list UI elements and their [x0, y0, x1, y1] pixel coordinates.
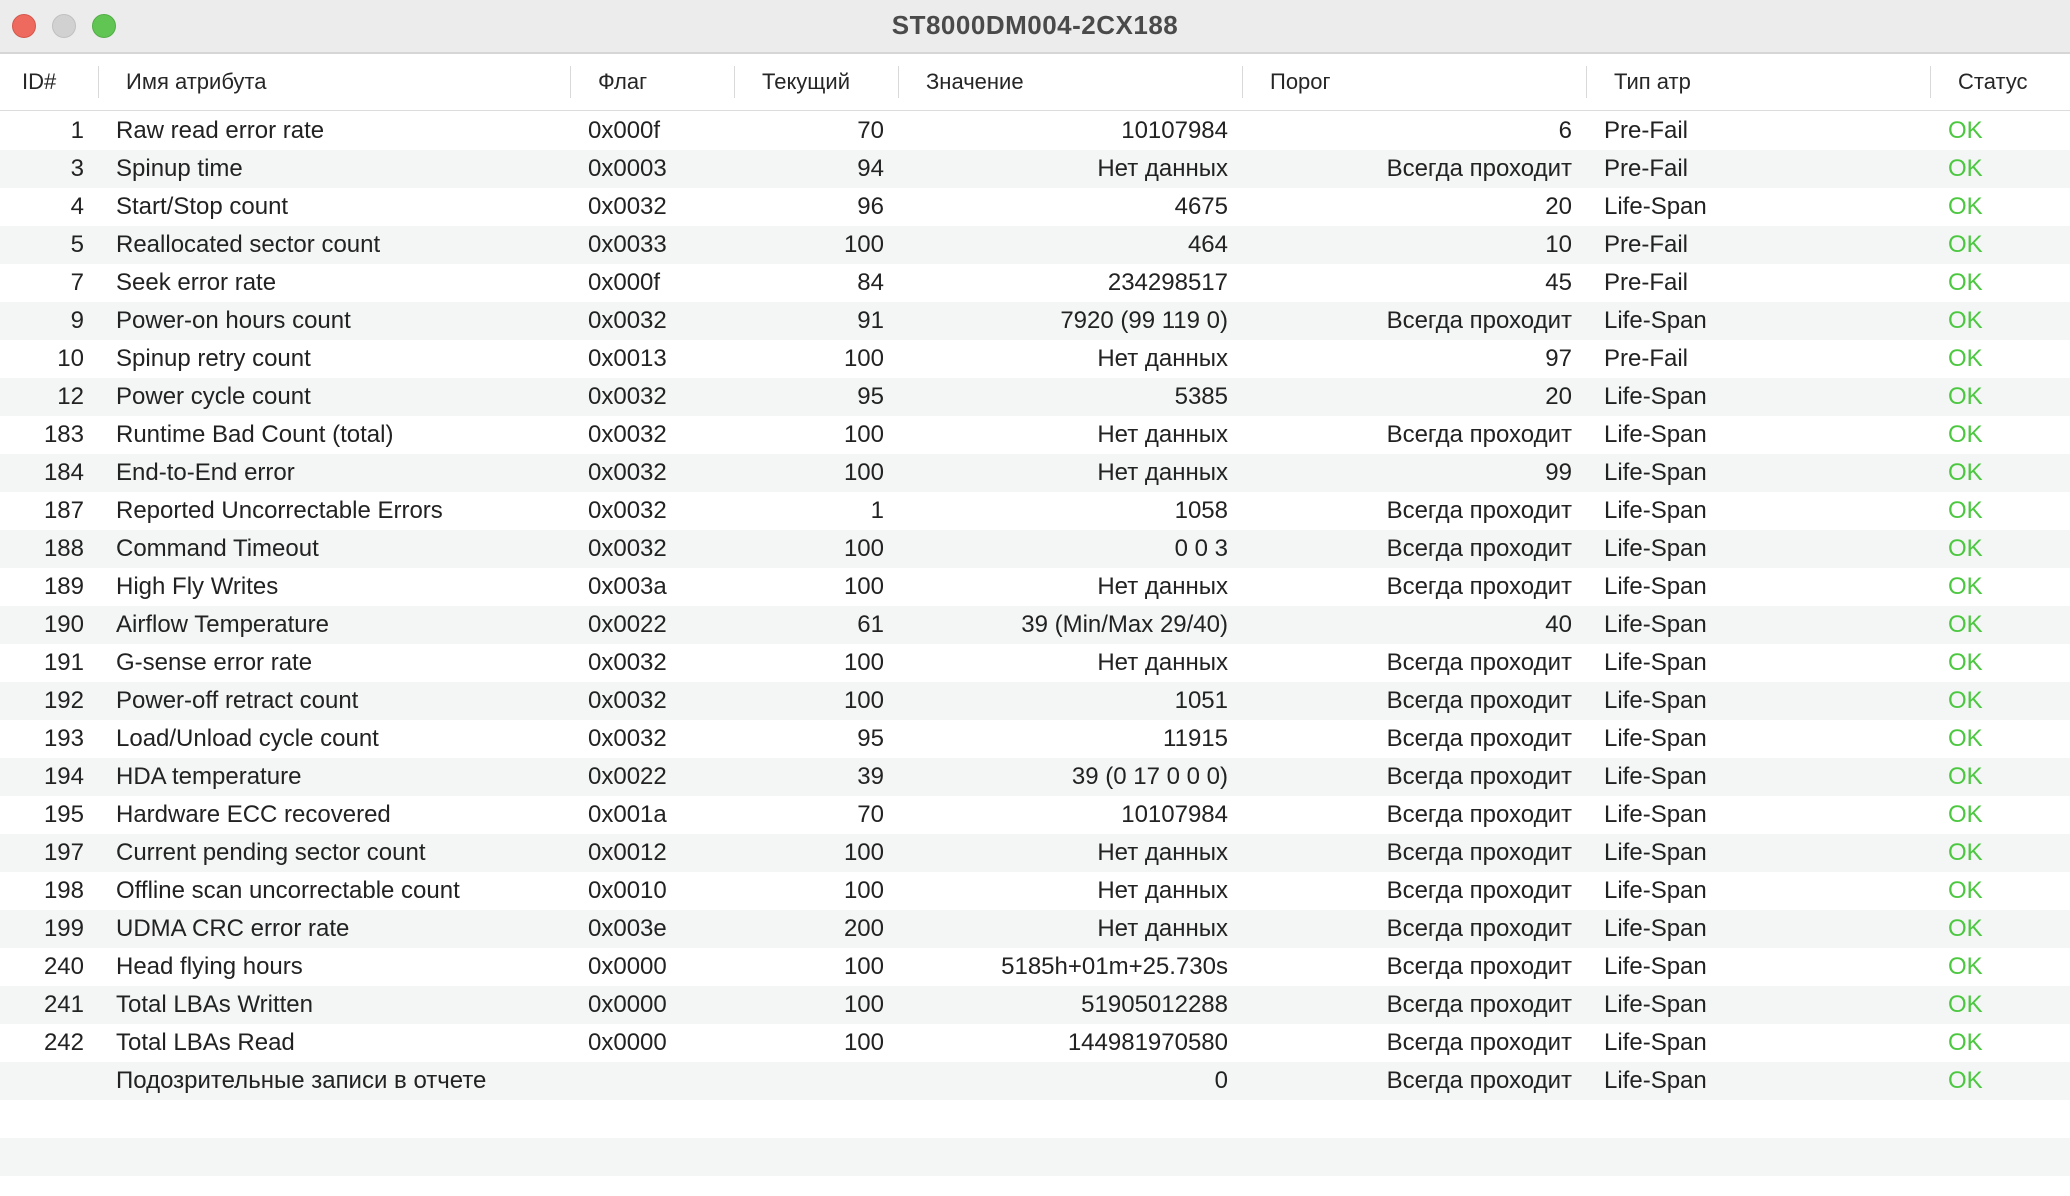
- cell-current: 95: [857, 725, 884, 752]
- column-header-flag[interactable]: Флаг: [598, 69, 648, 94]
- cell-attribute-name: Total LBAs Read: [116, 1029, 295, 1056]
- cell-attribute-name: Подозрительные записи в отчете: [116, 1067, 487, 1094]
- cell-type: Life-Span: [1604, 839, 1707, 866]
- cell-value: Нет данных: [1097, 839, 1228, 866]
- table-row[interactable]: [0, 340, 2070, 378]
- column-header-threshold[interactable]: Порог: [1270, 69, 1331, 94]
- cell-attribute-name: Spinup time: [116, 155, 243, 182]
- cell-status: OK: [1948, 991, 1983, 1018]
- cell-type: Pre-Fail: [1604, 117, 1689, 144]
- cell-threshold: 45: [1545, 269, 1572, 296]
- cell-id: 199: [43, 915, 84, 942]
- cell-attribute-name: Raw read error rate: [116, 117, 325, 144]
- cell-value: 10107984: [1121, 801, 1228, 828]
- cell-flag: [588, 1062, 728, 1100]
- cell-status: OK: [1948, 535, 1983, 562]
- cell-threshold: Всегда проходит: [1386, 421, 1572, 448]
- cell-attribute-name: Seek error rate: [116, 269, 277, 296]
- cell-status: OK: [1948, 269, 1983, 296]
- cell-type: Life-Span: [1604, 611, 1707, 638]
- cell-flag: 0x000f: [588, 269, 661, 296]
- cell-value: 1058: [1174, 497, 1228, 524]
- cell-type: Life-Span: [1604, 1067, 1707, 1094]
- cell-status: OK: [1948, 193, 1983, 220]
- cell-value: 5185h+01m+25.730s: [1001, 953, 1228, 980]
- cell-current: 91: [857, 307, 884, 334]
- cell-attribute-name: Command Timeout: [116, 535, 319, 562]
- window-title: ST8000DM004-2CX188: [891, 10, 1179, 40]
- cell-threshold: 10: [1545, 231, 1572, 258]
- cell-current: 100: [843, 421, 884, 448]
- cell-id: 241: [43, 991, 84, 1018]
- table-row[interactable]: [0, 188, 2070, 226]
- cell-id: 193: [43, 725, 84, 752]
- cell-type: Life-Span: [1604, 763, 1707, 790]
- cell-current: 100: [843, 839, 884, 866]
- cell-current: 100: [843, 649, 884, 676]
- cell-value: Нет данных: [1097, 459, 1228, 486]
- cell-status: OK: [1948, 725, 1983, 752]
- cell-flag: 0x001a: [588, 801, 667, 828]
- cell-status: OK: [1948, 421, 1983, 448]
- cell-id: 191: [43, 649, 84, 676]
- column-separator[interactable]: [1586, 66, 1587, 98]
- cell-flag: 0x0032: [588, 307, 667, 334]
- cell-id: 189: [43, 573, 84, 600]
- cell-type: Life-Span: [1604, 687, 1707, 714]
- cell-current: [740, 1062, 884, 1100]
- cell-current: 94: [857, 155, 884, 182]
- table-row[interactable]: [0, 416, 2070, 454]
- table-row[interactable]: [0, 226, 2070, 264]
- cell-attribute-name: Head flying hours: [116, 953, 303, 980]
- table-row[interactable]: [0, 606, 2070, 644]
- cell-threshold: Всегда проходит: [1386, 155, 1572, 182]
- cell-threshold: Всегда проходит: [1386, 915, 1572, 942]
- cell-threshold: Всегда проходит: [1386, 535, 1572, 562]
- cell-flag: 0x0000: [588, 991, 667, 1018]
- table-row[interactable]: [0, 1062, 2070, 1100]
- cell-status: OK: [1948, 1029, 1983, 1056]
- cell-attribute-name: Spinup retry count: [116, 345, 311, 372]
- cell-id: 187: [43, 497, 84, 524]
- cell-attribute-name: Runtime Bad Count (total): [116, 421, 394, 448]
- cell-attribute-name: End-to-End error: [116, 459, 295, 486]
- cell-threshold: Всегда проходит: [1386, 573, 1572, 600]
- cell-type: Life-Span: [1604, 801, 1707, 828]
- cell-value: Нет данных: [1097, 877, 1228, 904]
- cell-threshold: 20: [1545, 383, 1572, 410]
- cell-status: OK: [1948, 497, 1983, 524]
- cell-current: 70: [857, 801, 884, 828]
- cell-value: 11915: [1163, 725, 1228, 752]
- attributes-table: [0, 112, 2070, 1196]
- table-row[interactable]: [0, 910, 2070, 948]
- cell-type: Life-Span: [1604, 193, 1707, 220]
- cell-threshold: Всегда проходит: [1386, 839, 1572, 866]
- cell-flag: 0x0032: [588, 687, 667, 714]
- cell-id: 7: [70, 269, 84, 296]
- cell-type: Life-Span: [1604, 497, 1707, 524]
- cell-current: 1: [870, 497, 884, 524]
- cell-id: 190: [43, 611, 84, 638]
- cell-value: 10107984: [1121, 117, 1228, 144]
- cell-flag: 0x0032: [588, 421, 667, 448]
- table-row[interactable]: [0, 834, 2070, 872]
- cell-value: 0: [1214, 1067, 1228, 1094]
- cell-current: 100: [843, 991, 884, 1018]
- table-row[interactable]: [0, 720, 2070, 758]
- cell-current: 70: [857, 117, 884, 144]
- table-row[interactable]: [0, 492, 2070, 530]
- cell-type: Pre-Fail: [1604, 269, 1689, 296]
- cell-current: 84: [857, 269, 884, 296]
- cell-current: 100: [843, 573, 884, 600]
- cell-threshold: 97: [1545, 345, 1572, 372]
- cell-threshold: Всегда проходит: [1386, 801, 1572, 828]
- cell-id: [0, 1062, 84, 1100]
- cell-attribute-name: Reallocated sector count: [116, 231, 381, 258]
- cell-current: 39: [857, 763, 884, 790]
- cell-value: 51905012288: [1081, 991, 1228, 1018]
- cell-value: 4675: [1174, 193, 1228, 220]
- cell-current: 100: [843, 535, 884, 562]
- cell-attribute-name: Power-on hours count: [116, 307, 351, 334]
- cell-type: Pre-Fail: [1604, 345, 1689, 372]
- cell-type: Pre-Fail: [1604, 155, 1689, 182]
- cell-value: Нет данных: [1097, 155, 1228, 182]
- table-row[interactable]: [0, 682, 2070, 720]
- column-header-type[interactable]: Тип атр: [1614, 69, 1691, 94]
- cell-type: Life-Span: [1604, 725, 1707, 752]
- cell-threshold: 40: [1545, 611, 1572, 638]
- table-row[interactable]: [0, 150, 2070, 188]
- cell-attribute-name: HDA temperature: [116, 763, 302, 790]
- cell-current: 100: [843, 345, 884, 372]
- cell-id: 192: [43, 687, 84, 714]
- table-row[interactable]: [0, 454, 2070, 492]
- cell-value: Нет данных: [1097, 649, 1228, 676]
- cell-attribute-name: G-sense error rate: [116, 649, 313, 676]
- cell-value: 464: [1187, 231, 1228, 258]
- cell-flag: 0x0032: [588, 193, 667, 220]
- cell-type: Pre-Fail: [1604, 231, 1689, 258]
- cell-flag: 0x0003: [588, 155, 667, 182]
- column-separator[interactable]: [570, 66, 571, 98]
- cell-status: OK: [1948, 307, 1983, 334]
- cell-flag: 0x0032: [588, 725, 667, 752]
- table-row[interactable]: [0, 948, 2070, 986]
- column-separator[interactable]: [98, 66, 99, 98]
- cell-attribute-name: Load/Unload cycle count: [116, 725, 379, 752]
- column-separator[interactable]: [898, 66, 899, 98]
- column-header-current[interactable]: Текущий: [762, 69, 850, 94]
- cell-status: OK: [1948, 345, 1983, 372]
- cell-status: OK: [1948, 155, 1983, 182]
- column-header-id[interactable]: ID#: [22, 69, 57, 94]
- cell-type: Life-Span: [1604, 573, 1707, 600]
- cell-attribute-name: UDMA CRC error rate: [116, 915, 350, 942]
- table-row[interactable]: [0, 302, 2070, 340]
- cell-status: OK: [1948, 915, 1983, 942]
- column-separator[interactable]: [1930, 66, 1931, 98]
- table-row[interactable]: [0, 568, 2070, 606]
- cell-flag: 0x0000: [588, 953, 667, 980]
- cell-threshold: 20: [1545, 193, 1572, 220]
- cell-id: 197: [43, 839, 84, 866]
- cell-threshold: Всегда проходит: [1386, 953, 1572, 980]
- cell-status: OK: [1948, 877, 1983, 904]
- cell-status: OK: [1948, 231, 1983, 258]
- cell-type: Life-Span: [1604, 383, 1707, 410]
- cell-current: 100: [843, 459, 884, 486]
- cell-value: 7920 (99 119 0): [1060, 307, 1228, 334]
- cell-id: 3: [70, 155, 84, 182]
- cell-id: 240: [43, 953, 84, 980]
- cell-flag: 0x0033: [588, 231, 667, 258]
- cell-flag: 0x0012: [588, 839, 667, 866]
- column-separator[interactable]: [734, 66, 735, 98]
- cell-flag: 0x0032: [588, 383, 667, 410]
- table-row[interactable]: [0, 644, 2070, 682]
- cell-type: Life-Span: [1604, 649, 1707, 676]
- cell-threshold: Всегда проходит: [1386, 649, 1572, 676]
- cell-value: Нет данных: [1097, 915, 1228, 942]
- cell-type: Life-Span: [1604, 459, 1707, 486]
- cell-threshold: 6: [1558, 117, 1572, 144]
- empty-row: [0, 1176, 2070, 1196]
- cell-status: OK: [1948, 611, 1983, 638]
- cell-status: OK: [1948, 459, 1983, 486]
- cell-flag: 0x0000: [588, 1029, 667, 1056]
- cell-id: 1: [70, 117, 84, 144]
- cell-id: 9: [70, 307, 84, 334]
- cell-value: 39 (Min/Max 29/40): [1021, 611, 1228, 638]
- cell-status: OK: [1948, 649, 1983, 676]
- cell-type: Life-Span: [1604, 1029, 1707, 1056]
- cell-flag: 0x003e: [588, 915, 667, 942]
- cell-id: 4: [70, 193, 84, 220]
- cell-id: 188: [43, 535, 84, 562]
- cell-flag: 0x0032: [588, 497, 667, 524]
- cell-threshold: Всегда проходит: [1386, 725, 1572, 752]
- cell-id: 183: [43, 421, 84, 448]
- cell-attribute-name: Offline scan uncorrectable count: [116, 877, 460, 904]
- cell-status: OK: [1948, 839, 1983, 866]
- cell-value: 1051: [1174, 687, 1228, 714]
- cell-status: OK: [1948, 801, 1983, 828]
- cell-type: Life-Span: [1604, 915, 1707, 942]
- cell-id: 12: [57, 383, 84, 410]
- cell-status: OK: [1948, 763, 1983, 790]
- table-row[interactable]: [0, 796, 2070, 834]
- cell-current: 100: [843, 1029, 884, 1056]
- table-row[interactable]: [0, 1024, 2070, 1062]
- cell-id: 194: [43, 763, 84, 790]
- cell-flag: 0x0032: [588, 535, 667, 562]
- column-separator[interactable]: [1242, 66, 1243, 98]
- cell-value: Нет данных: [1097, 421, 1228, 448]
- cell-attribute-name: Airflow Temperature: [116, 611, 329, 638]
- cell-type: Life-Span: [1604, 991, 1707, 1018]
- cell-type: Life-Span: [1604, 307, 1707, 334]
- cell-attribute-name: Reported Uncorrectable Errors: [116, 497, 443, 524]
- cell-attribute-name: Power cycle count: [116, 383, 311, 410]
- cell-flag: 0x003a: [588, 573, 667, 600]
- table-row[interactable]: [0, 264, 2070, 302]
- cell-attribute-name: Current pending sector count: [116, 839, 426, 866]
- cell-type: Life-Span: [1604, 877, 1707, 904]
- cell-current: 61: [857, 611, 884, 638]
- cell-id: 195: [43, 801, 84, 828]
- cell-flag: 0x0013: [588, 345, 667, 372]
- cell-threshold: Всегда проходит: [1386, 877, 1572, 904]
- cell-status: OK: [1948, 1067, 1983, 1094]
- cell-value: 0 0 3: [1174, 535, 1228, 562]
- cell-id: 10: [57, 345, 84, 372]
- cell-status: OK: [1948, 117, 1983, 144]
- cell-threshold: Всегда проходит: [1386, 497, 1572, 524]
- cell-status: OK: [1948, 953, 1983, 980]
- cell-status: OK: [1948, 383, 1983, 410]
- cell-flag: 0x0022: [588, 611, 667, 638]
- table-row[interactable]: [0, 112, 2070, 150]
- cell-attribute-name: Hardware ECC recovered: [116, 801, 391, 828]
- cell-threshold: 99: [1545, 459, 1572, 486]
- cell-value: 39 (0 17 0 0 0): [1071, 763, 1228, 790]
- table-row[interactable]: [0, 986, 2070, 1024]
- cell-flag: 0x000f: [588, 117, 661, 144]
- cell-threshold: Всегда проходит: [1386, 763, 1572, 790]
- cell-threshold: Всегда проходит: [1386, 1067, 1572, 1094]
- cell-value: Нет данных: [1097, 573, 1228, 600]
- cell-value: Нет данных: [1097, 345, 1228, 372]
- cell-id: 184: [43, 459, 84, 486]
- cell-threshold: Всегда проходит: [1386, 991, 1572, 1018]
- cell-id: 5: [70, 231, 84, 258]
- table-row[interactable]: [0, 872, 2070, 910]
- cell-current: 100: [843, 953, 884, 980]
- cell-attribute-name: Start/Stop count: [116, 193, 289, 220]
- empty-row: [0, 1100, 2070, 1138]
- cell-current: 200: [843, 915, 884, 942]
- table-row[interactable]: [0, 378, 2070, 416]
- cell-attribute-name: Total LBAs Written: [116, 991, 313, 1018]
- cell-value: 234298517: [1107, 269, 1228, 296]
- empty-row: [0, 1138, 2070, 1176]
- cell-current: 100: [843, 877, 884, 904]
- cell-status: OK: [1948, 573, 1983, 600]
- column-header-name[interactable]: Имя атрибута: [126, 69, 267, 94]
- title-bar: [0, 0, 2070, 54]
- cell-value: 144981970580: [1067, 1029, 1228, 1056]
- table-row[interactable]: [0, 758, 2070, 796]
- cell-current: 96: [857, 193, 884, 220]
- cell-current: 100: [843, 687, 884, 714]
- cell-current: 95: [857, 383, 884, 410]
- cell-type: Life-Span: [1604, 953, 1707, 980]
- cell-current: 100: [843, 231, 884, 258]
- cell-threshold: Всегда проходит: [1386, 1029, 1572, 1056]
- cell-attribute-name: Power-off retract count: [116, 687, 359, 714]
- cell-attribute-name: High Fly Writes: [116, 573, 279, 600]
- cell-flag: 0x0022: [588, 763, 667, 790]
- cell-type: Life-Span: [1604, 535, 1707, 562]
- cell-id: 242: [43, 1029, 84, 1056]
- column-header-value[interactable]: Значение: [926, 69, 1024, 94]
- cell-flag: 0x0032: [588, 649, 667, 676]
- cell-flag: 0x0010: [588, 877, 667, 904]
- cell-threshold: Всегда проходит: [1386, 687, 1572, 714]
- cell-flag: 0x0032: [588, 459, 667, 486]
- cell-value: 5385: [1174, 383, 1228, 410]
- table-row[interactable]: [0, 530, 2070, 568]
- cell-type: Life-Span: [1604, 421, 1707, 448]
- cell-status: OK: [1948, 687, 1983, 714]
- cell-threshold: Всегда проходит: [1386, 307, 1572, 334]
- cell-id: 198: [43, 877, 84, 904]
- column-header-status[interactable]: Статус: [1958, 69, 2028, 94]
- table-header: [0, 54, 2070, 111]
